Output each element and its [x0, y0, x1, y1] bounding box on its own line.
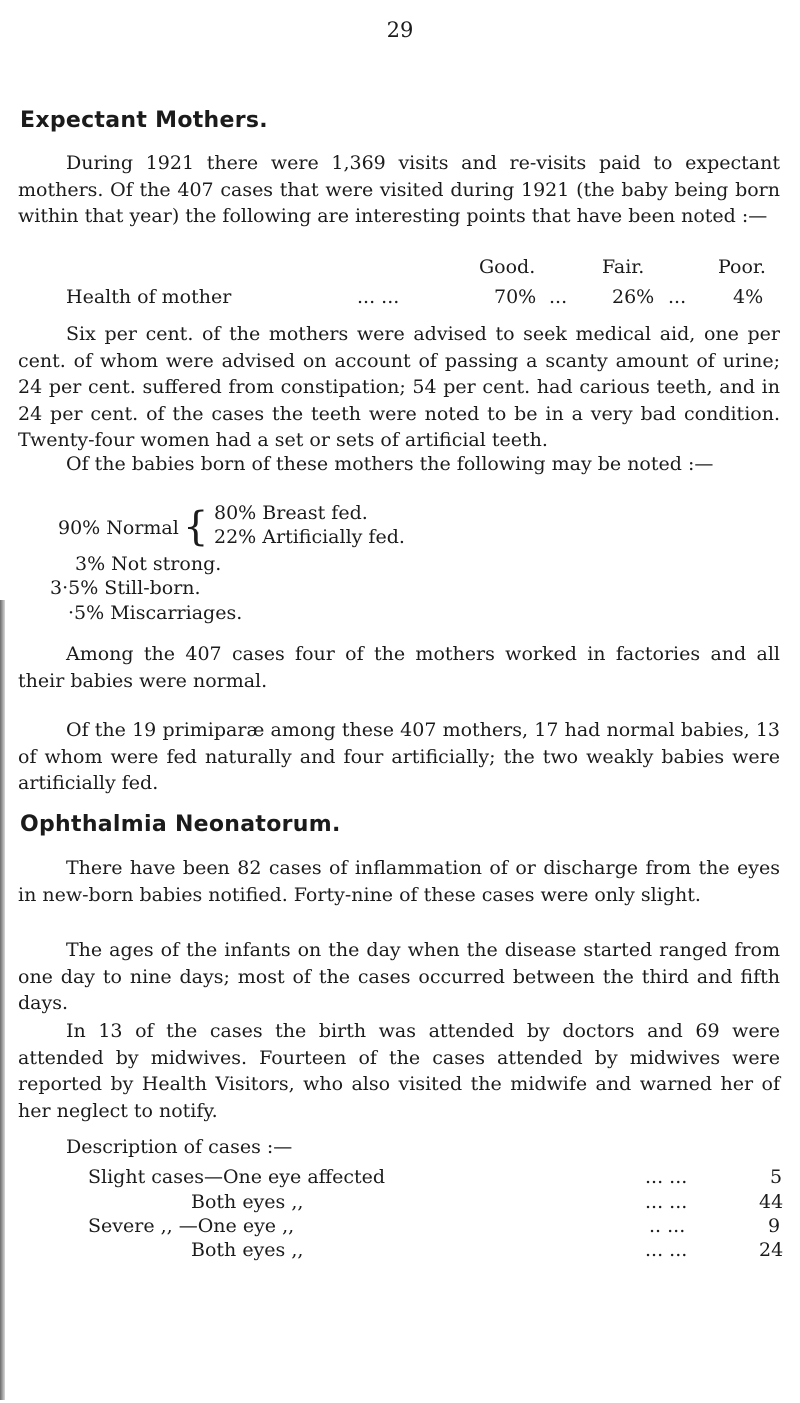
description-title: Description of cases :— — [66, 1136, 293, 1158]
case-label: Severe ,, —One eye ,, — [88, 1215, 295, 1237]
page-number: 29 — [386, 18, 414, 42]
paragraph-intro: During 1921 there were 1,369 visits and re-visits paid to expectant mothers. Of the 407 cases that were visited during 1921 (the baby being born within that year) the following are interesting points that have been noted :— — [18, 152, 780, 227]
case-dots: .. ... — [649, 1215, 686, 1237]
paragraph-factories: Among the 407 cases four of the mothers worked in factories and all their babies were normal. — [18, 643, 780, 692]
label-miscarriages: ·5% Miscarriages. — [68, 602, 243, 624]
paragraph-medical-aid: Six per cent. of the mothers were advised to seek medical aid, one per cent. of whom were advised on account of passing a scanty amount of urine; 24 per cent. suffered from constipation; 54 per cent. had carious teeth, and in 24 per cent. of the cases the teeth were noted to be in a very bad condition. Twenty-four women had a set or sets of artificial teeth. — [18, 323, 780, 451]
case-dots: ... ... — [645, 1239, 688, 1261]
column-header-fair: Fair. — [602, 256, 645, 278]
separator-dots-1: ... — [549, 286, 568, 308]
column-header-good: Good. — [479, 256, 536, 278]
column-header-poor: Poor. — [718, 256, 766, 278]
value-fair: 26% — [612, 286, 655, 308]
brace-symbol: { — [183, 504, 209, 550]
value-good: 70% — [494, 286, 537, 308]
paragraph-attendance: In 13 of the cases the birth was attended by doctors and 69 were attended by midwives. Fourteen of the cases attended by midwives were reported by Health Visitors, who also visited the midwife and warned her of her neglect to notify. — [18, 1020, 780, 1122]
case-dots: ... ... — [645, 1191, 688, 1213]
label-breast-fed: 80% Breast fed. — [214, 502, 368, 524]
case-label: Both eyes ,, — [191, 1191, 304, 1213]
case-label: Both eyes ,, — [191, 1239, 304, 1261]
case-dots: ... ... — [645, 1166, 688, 1188]
scan-margin-shadow — [0, 600, 5, 1400]
separator-dots-2: ... — [668, 286, 687, 308]
paragraph-ages: The ages of the infants on the day when the disease started ranged from one day to nine days; most of the cases occurred between the third and fifth days. — [18, 939, 780, 1014]
case-value: 9 — [768, 1215, 781, 1237]
paragraph-inflammation: There have been 82 cases of inflammation of or discharge from the eyes in new-born babies notified. Forty-nine of these cases were only slight. — [18, 857, 780, 906]
paragraph-primiparae: Of the 19 primiparæ among these 407 mothers, 17 had normal babies, 13 of whom were fed naturally and four artificially; the two weakly babies were artificially fed. — [18, 719, 780, 794]
row-leader: ... ... — [357, 286, 400, 308]
paragraph-babies-intro: Of the babies born of these mothers the following may be noted :— — [66, 453, 714, 475]
section-heading-ophthalmia: Ophthalmia Neonatorum. — [20, 812, 341, 837]
label-normal: 90% Normal — [58, 517, 179, 539]
section-heading-expectant-mothers: Expectant Mothers. — [20, 108, 268, 133]
label-not-strong: 3% Not strong. — [75, 553, 222, 575]
label-still-born: 3·5% Still-born. — [50, 577, 201, 599]
value-poor: 4% — [733, 286, 764, 308]
case-value: 24 — [759, 1239, 784, 1261]
row-label-health-of-mother: Health of mother — [66, 286, 232, 308]
case-value: 5 — [770, 1166, 783, 1188]
case-label: Slight cases—One eye affected — [88, 1166, 386, 1188]
case-value: 44 — [759, 1191, 784, 1213]
label-artificially-fed: 22% Artificially fed. — [214, 526, 405, 548]
